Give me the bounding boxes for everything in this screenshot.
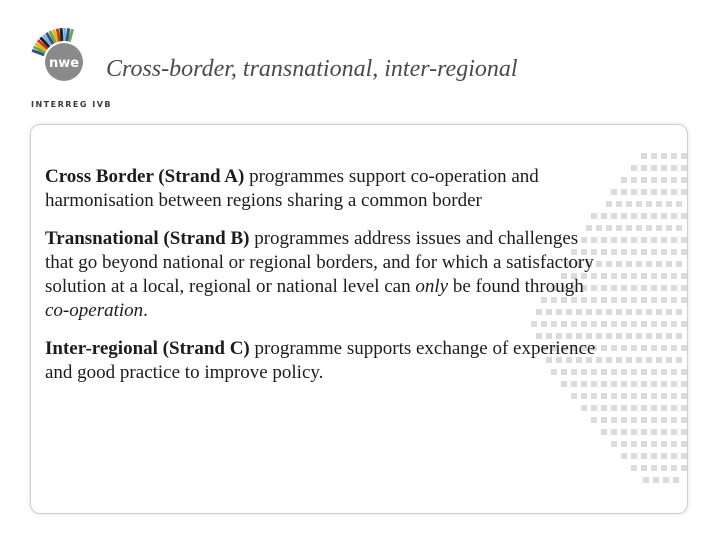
strand-b-label: Transnational (Strand B) — [45, 228, 250, 249]
map-dot — [626, 261, 632, 267]
map-dot — [621, 345, 627, 351]
map-dot — [651, 273, 657, 279]
map-dot — [681, 393, 687, 399]
map-dot — [621, 189, 627, 195]
map-dot — [651, 381, 657, 387]
map-dot — [606, 357, 612, 363]
map-dot — [611, 429, 617, 435]
map-dot — [641, 189, 647, 195]
map-dot — [641, 273, 647, 279]
map-dot — [641, 381, 647, 387]
map-dot — [661, 237, 667, 243]
map-dot — [616, 309, 622, 315]
map-dot — [646, 261, 652, 267]
map-dot — [676, 225, 682, 231]
map-dot — [611, 417, 617, 423]
map-dot — [666, 333, 672, 339]
map-dot — [646, 201, 652, 207]
map-dot — [626, 333, 632, 339]
map-dot — [631, 345, 637, 351]
map-dot — [671, 381, 677, 387]
map-dot — [611, 273, 617, 279]
map-dot — [671, 297, 677, 303]
map-dot — [631, 273, 637, 279]
map-dot — [641, 369, 647, 375]
map-dot — [631, 237, 637, 243]
nwe-logo — [28, 26, 100, 90]
map-dot — [656, 357, 662, 363]
map-dot — [651, 345, 657, 351]
map-dot — [676, 357, 682, 363]
map-dot — [651, 153, 657, 159]
map-dot — [681, 237, 687, 243]
map-dot — [611, 405, 617, 411]
map-dot — [636, 201, 642, 207]
strand-a-label: Cross Border (Strand A) — [45, 166, 245, 187]
map-dot — [661, 285, 667, 291]
map-dot — [681, 345, 687, 351]
map-dot — [661, 165, 667, 171]
strand-b-text-3: . — [143, 300, 148, 321]
map-dot — [671, 273, 677, 279]
map-dot — [621, 285, 627, 291]
map-dot — [681, 465, 687, 471]
map-dot — [661, 321, 667, 327]
logo-graphic — [28, 26, 100, 90]
map-dot — [641, 249, 647, 255]
strand-b-emphasis-cooperation: co-operation — [45, 300, 144, 321]
map-dot — [631, 381, 637, 387]
map-dot — [681, 153, 687, 159]
map-dot — [611, 189, 617, 195]
map-dot — [651, 405, 657, 411]
map-dot — [631, 189, 637, 195]
map-dot — [681, 453, 687, 459]
map-dot — [641, 453, 647, 459]
map-dot — [681, 381, 687, 387]
map-dot — [631, 369, 637, 375]
map-dot — [581, 405, 587, 411]
map-dot — [641, 297, 647, 303]
map-dot — [681, 417, 687, 423]
map-dot — [621, 321, 627, 327]
map-dot — [651, 189, 657, 195]
map-dot — [636, 225, 642, 231]
map-dot — [671, 213, 677, 219]
map-dot — [661, 177, 667, 183]
map-dot — [681, 273, 687, 279]
map-dot — [661, 345, 667, 351]
content-panel — [30, 124, 688, 514]
map-dot — [666, 309, 672, 315]
map-dot — [656, 201, 662, 207]
map-dot — [676, 261, 682, 267]
map-dot — [681, 189, 687, 195]
map-dot — [611, 285, 617, 291]
map-dot — [611, 297, 617, 303]
map-dot — [616, 201, 622, 207]
map-dot — [681, 165, 687, 171]
map-dot — [671, 417, 677, 423]
map-dot — [631, 453, 637, 459]
map-dot — [681, 177, 687, 183]
map-dot — [641, 417, 647, 423]
map-dot — [631, 285, 637, 291]
map-dot — [621, 249, 627, 255]
map-dot — [651, 369, 657, 375]
map-dot — [621, 177, 627, 183]
map-dot — [646, 225, 652, 231]
map-dot — [621, 369, 627, 375]
map-dot — [671, 237, 677, 243]
map-dot — [616, 357, 622, 363]
map-dot — [643, 477, 649, 483]
map-dot — [621, 453, 627, 459]
map-dot — [651, 393, 657, 399]
map-dot — [601, 405, 607, 411]
map-dot — [666, 225, 672, 231]
map-dot — [676, 201, 682, 207]
map-dot — [636, 309, 642, 315]
map-dot — [671, 405, 677, 411]
map-dot — [671, 321, 677, 327]
map-dot — [621, 381, 627, 387]
logo-ray — [61, 28, 62, 41]
map-dot — [631, 297, 637, 303]
map-dot — [671, 189, 677, 195]
map-dot — [671, 453, 677, 459]
map-dot — [661, 429, 667, 435]
map-dot — [631, 405, 637, 411]
strand-c-label: Inter-regional (Strand C) — [45, 338, 250, 359]
map-dot — [621, 213, 627, 219]
map-dot — [663, 477, 669, 483]
map-dot — [671, 441, 677, 447]
map-dot — [646, 357, 652, 363]
map-dot — [676, 309, 682, 315]
map-dot — [661, 297, 667, 303]
map-dot — [611, 213, 617, 219]
map-dot — [606, 333, 612, 339]
map-dot — [651, 165, 657, 171]
map-dot — [641, 441, 647, 447]
map-dot — [641, 429, 647, 435]
map-dot — [651, 213, 657, 219]
map-dot — [621, 441, 627, 447]
map-dot — [646, 309, 652, 315]
map-dot — [681, 213, 687, 219]
map-dot — [591, 405, 597, 411]
map-dot — [671, 249, 677, 255]
map-dot — [616, 261, 622, 267]
map-dot — [671, 393, 677, 399]
map-dot — [681, 321, 687, 327]
map-dot — [641, 405, 647, 411]
map-dot — [656, 333, 662, 339]
map-dot — [661, 273, 667, 279]
map-dot — [661, 153, 667, 159]
map-dot — [681, 429, 687, 435]
map-dot — [641, 237, 647, 243]
strand-c-text: programme supports exchange of experience and good practice to improve policy. — [45, 338, 596, 383]
map-dot — [681, 405, 687, 411]
map-dot — [661, 417, 667, 423]
map-dot — [611, 381, 617, 387]
map-dot — [631, 441, 637, 447]
map-dot — [661, 405, 667, 411]
map-dot — [621, 405, 627, 411]
map-dot — [661, 441, 667, 447]
map-dot — [631, 393, 637, 399]
map-dot — [681, 441, 687, 447]
map-dot — [631, 165, 637, 171]
paragraph-strand-b — [45, 227, 605, 323]
map-dot — [671, 369, 677, 375]
strand-b-text-1: programmes address issues and challenges that go beyond national or regional borders, and for which a satisfactory solution at a local, regional or national level can — [45, 228, 594, 297]
map-dot — [671, 153, 677, 159]
map-dot — [611, 237, 617, 243]
map-dot — [681, 369, 687, 375]
map-dot — [631, 213, 637, 219]
map-dot — [651, 453, 657, 459]
map-dot — [606, 201, 612, 207]
map-dot — [641, 393, 647, 399]
map-dot — [651, 465, 657, 471]
logo-caption: INTERREG IVB — [31, 100, 112, 109]
map-dot — [626, 201, 632, 207]
logo-word: nwe — [48, 56, 80, 71]
map-dot — [621, 417, 627, 423]
map-dot — [606, 225, 612, 231]
map-dot — [651, 297, 657, 303]
map-dot — [631, 465, 637, 471]
map-dot — [641, 213, 647, 219]
map-dot — [651, 249, 657, 255]
map-dot — [611, 321, 617, 327]
map-dot — [651, 237, 657, 243]
map-dot — [621, 237, 627, 243]
map-dot — [681, 249, 687, 255]
map-dot — [616, 225, 622, 231]
map-dot — [661, 249, 667, 255]
map-dot — [611, 249, 617, 255]
map-dot — [666, 357, 672, 363]
map-dot — [661, 189, 667, 195]
map-dot — [651, 441, 657, 447]
paragraph-strand-a — [45, 165, 605, 213]
map-dot — [641, 153, 647, 159]
map-dot — [621, 297, 627, 303]
map-dot — [601, 417, 607, 423]
map-dot — [651, 417, 657, 423]
map-dot — [626, 309, 632, 315]
map-dot — [641, 285, 647, 291]
map-dot — [631, 429, 637, 435]
map-dot — [621, 393, 627, 399]
map-dot — [631, 321, 637, 327]
map-dot — [671, 285, 677, 291]
map-dot — [621, 429, 627, 435]
map-dot — [671, 165, 677, 171]
map-dot — [661, 393, 667, 399]
map-dot — [591, 417, 597, 423]
map-dot — [636, 261, 642, 267]
content-body — [45, 165, 605, 399]
map-dot — [671, 465, 677, 471]
map-dot — [656, 225, 662, 231]
map-dot — [671, 429, 677, 435]
map-dot — [661, 465, 667, 471]
map-dot — [673, 477, 679, 483]
map-dot — [641, 465, 647, 471]
map-dot — [621, 273, 627, 279]
map-dot — [651, 321, 657, 327]
map-dot — [681, 297, 687, 303]
map-dot — [651, 177, 657, 183]
map-dot — [616, 333, 622, 339]
page-title: Cross-border, transnational, inter-regional — [106, 56, 518, 82]
map-dot — [651, 285, 657, 291]
map-dot — [653, 477, 659, 483]
map-dot — [601, 429, 607, 435]
map-dot — [606, 309, 612, 315]
map-dot — [631, 417, 637, 423]
map-dot — [661, 381, 667, 387]
map-dot — [666, 261, 672, 267]
map-dot — [626, 225, 632, 231]
map-dot — [656, 261, 662, 267]
map-dot — [661, 453, 667, 459]
map-dot — [641, 165, 647, 171]
strand-b-text-2: be found through — [448, 276, 584, 297]
map-dot — [611, 393, 617, 399]
map-dot — [651, 429, 657, 435]
strand-a-text: programmes support co-operation and harmonisation between regions sharing a common border — [45, 166, 539, 211]
map-dot — [671, 177, 677, 183]
map-dot — [676, 333, 682, 339]
map-dot — [656, 309, 662, 315]
map-dot — [606, 261, 612, 267]
map-dot — [626, 357, 632, 363]
map-dot — [661, 369, 667, 375]
map-dot — [611, 441, 617, 447]
map-dot — [661, 213, 667, 219]
map-dot — [641, 345, 647, 351]
map-dot — [631, 249, 637, 255]
map-dot — [611, 369, 617, 375]
map-dot — [636, 357, 642, 363]
map-dot — [646, 333, 652, 339]
map-dot — [681, 285, 687, 291]
map-dot — [611, 345, 617, 351]
map-dot — [631, 177, 637, 183]
map-dot — [641, 177, 647, 183]
map-dot — [641, 321, 647, 327]
paragraph-strand-c — [45, 337, 605, 385]
map-dot — [666, 201, 672, 207]
map-dot — [636, 333, 642, 339]
strand-b-emphasis-only: only — [415, 276, 449, 297]
map-dot — [671, 345, 677, 351]
